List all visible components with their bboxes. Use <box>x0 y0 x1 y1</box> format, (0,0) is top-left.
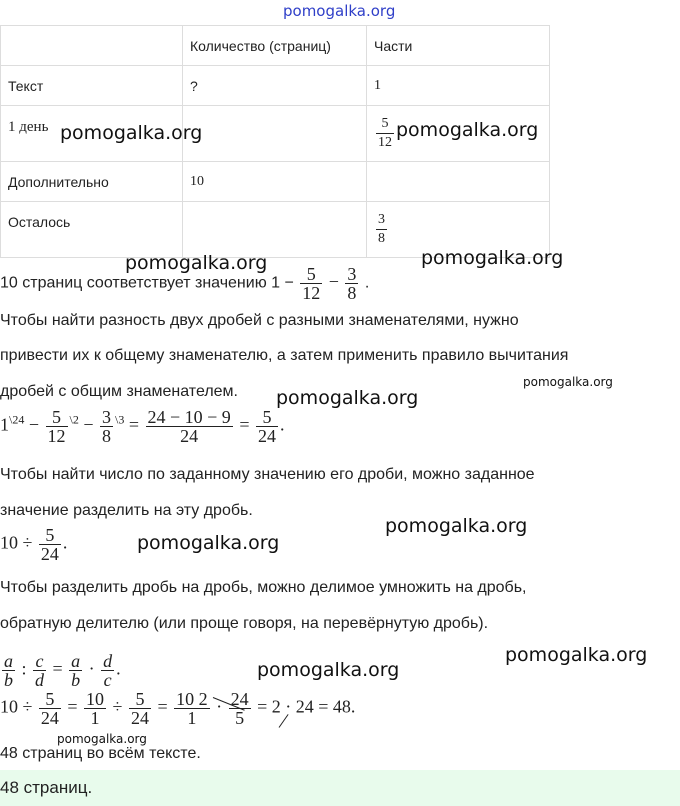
fraction-denominator: 8 <box>102 426 111 446</box>
fraction-numerator: 24 <box>230 689 249 709</box>
table-cell: Текст <box>1 66 183 106</box>
fraction-denominator: c <box>101 670 114 689</box>
operator: − <box>328 271 339 292</box>
watermark: pomogalka.org <box>276 387 419 409</box>
watermark: pomogalka.org <box>125 252 268 274</box>
fraction-numerator: 5 <box>45 689 55 709</box>
operator: = <box>157 696 168 717</box>
fraction-denominator: 24 <box>257 426 276 446</box>
fraction-numerator: d <box>103 651 113 671</box>
table-row <box>1 66 550 106</box>
fraction <box>345 265 358 302</box>
fraction-denominator: b <box>4 670 13 690</box>
fraction-numerator: 10 <box>86 689 105 709</box>
fraction-numerator: 5 <box>135 689 145 709</box>
operator: = <box>67 696 78 717</box>
operator: = <box>52 658 63 679</box>
operator: = <box>239 414 250 435</box>
fraction <box>39 690 61 727</box>
fraction <box>376 211 387 248</box>
fraction-denominator: 8 <box>347 283 357 303</box>
fraction <box>100 408 113 445</box>
table-header-cell: Части <box>367 26 550 66</box>
table-cell: 1 <box>367 66 550 106</box>
table-cell: Дополнительно <box>1 162 183 202</box>
paragraph-line: привести их к общему знаменателю, а затем применить правило вычитания <box>0 347 569 364</box>
watermark: pomogalka.org <box>523 375 613 389</box>
fraction <box>129 690 151 727</box>
fraction <box>2 652 15 689</box>
fraction-denominator: 5 <box>229 708 251 727</box>
fraction-denominator: d <box>35 670 45 690</box>
fraction-numerator: 3 <box>347 264 357 284</box>
fraction-denominator: 12 <box>47 426 66 446</box>
text-span: . <box>62 532 68 553</box>
fraction-denominator: 12 <box>378 135 392 150</box>
fraction-denominator: 24 <box>40 544 59 564</box>
operator: = <box>128 414 139 435</box>
table-cell: Осталось <box>1 202 183 258</box>
table-cell: ? <box>183 66 367 106</box>
fraction-denominator: 1 <box>174 708 210 727</box>
answer-bar <box>0 770 680 806</box>
watermark: pomogalka.org <box>60 122 203 144</box>
text-span: . <box>116 658 121 679</box>
fraction-numerator: 10 2 <box>176 689 208 709</box>
fraction-numerator: 3 <box>102 407 111 427</box>
fraction <box>33 652 46 689</box>
fraction <box>39 526 61 563</box>
fraction-numerator: 24 − 10 − 9 <box>147 407 231 427</box>
fraction <box>146 408 233 445</box>
equation-line-3 <box>0 526 67 563</box>
paragraph-line: дробей с общим знаменателем. <box>0 383 238 400</box>
fraction-numerator: 5 <box>306 264 316 284</box>
fraction-numerator: c <box>35 651 44 671</box>
operator: − <box>28 414 39 435</box>
fraction <box>376 115 394 152</box>
total-pages-line: 48 страниц во всём тексте. <box>0 745 201 762</box>
fraction-numerator: 5 <box>52 407 61 427</box>
watermark: pomogalka.org <box>257 659 400 681</box>
fraction <box>46 408 68 445</box>
fraction-numerator: 5 <box>45 525 55 545</box>
watermark: pomogalka.org <box>421 247 564 269</box>
text-span: . <box>279 414 285 435</box>
watermark: pomogalka.org <box>505 644 648 666</box>
fraction-denominator: 24 <box>146 426 233 445</box>
table-cell <box>367 162 550 202</box>
math-superscript: \2 <box>69 412 79 427</box>
fraction-numerator: a <box>71 651 81 671</box>
watermark: pomogalka.org <box>137 532 280 554</box>
math-superscript: \3 <box>115 412 125 427</box>
watermark: pomogalka.org <box>385 515 528 537</box>
table-cell: 10 <box>183 162 367 202</box>
text-span: 10 страниц соответствует значению 1 − <box>0 274 294 292</box>
fraction <box>69 652 82 689</box>
fraction-numerator: 5 <box>381 116 389 131</box>
fraction <box>84 690 106 727</box>
math-term: 10 ÷ <box>0 532 33 553</box>
fraction-denominator: 8 <box>378 231 385 246</box>
fraction-denominator: 24 <box>40 708 59 728</box>
table-cell-text: 1 день <box>8 119 49 135</box>
table-cell <box>183 106 367 162</box>
fraction-denominator: 24 <box>130 708 149 728</box>
fraction-denominator: 12 <box>302 283 321 303</box>
answer-text: 48 страниц. <box>0 778 93 797</box>
paragraph-line: Чтобы найти разность двух дробей с разными знаменателями, нужно <box>0 312 519 329</box>
fraction-numerator: a <box>4 651 13 671</box>
math-term: 10 ÷ <box>0 696 33 717</box>
operator: − <box>83 414 94 435</box>
fraction <box>174 690 210 727</box>
fraction <box>300 265 322 302</box>
text-span: . <box>364 274 370 292</box>
fraction <box>256 408 278 445</box>
paragraph-line: значение разделить на эту дробь. <box>0 502 253 519</box>
fraction-denominator: b <box>71 670 81 690</box>
watermark: pomogalka.org <box>396 119 539 141</box>
equation-line-2 <box>0 408 284 445</box>
fraction <box>101 652 114 689</box>
division-rule <box>0 652 121 689</box>
fraction-numerator: 5 <box>262 407 272 427</box>
math-term: = 2 · 24 = 48. <box>257 696 356 717</box>
operator: : <box>21 658 27 679</box>
fraction-denominator: 1 <box>84 708 106 727</box>
operator: · <box>88 658 95 679</box>
math-term: 1 <box>0 414 9 435</box>
table-row <box>1 162 550 202</box>
watermark: pomogalka.org <box>57 732 147 746</box>
fraction-numerator: 3 <box>378 212 385 227</box>
paragraph-line: обратную делителю (или проще говоря, на перевёрнутую дробь). <box>0 615 489 632</box>
equation-line-4 <box>0 690 355 727</box>
operator: · <box>216 696 223 717</box>
math-superscript: \24 <box>9 412 25 427</box>
table-header-row <box>1 26 550 66</box>
top-watermark: pomogalka.org <box>283 2 396 20</box>
paragraph-line: Чтобы найти число по заданному значению его дроби, можно заданное <box>0 466 535 483</box>
paragraph-line: Чтобы разделить дробь на дробь, можно делимое умножить на дробь, <box>0 579 527 596</box>
operator: ÷ <box>112 696 123 717</box>
table-header-cell <box>1 26 183 66</box>
table-cell <box>183 202 367 258</box>
table-header-cell: Количество (страниц) <box>183 26 367 66</box>
